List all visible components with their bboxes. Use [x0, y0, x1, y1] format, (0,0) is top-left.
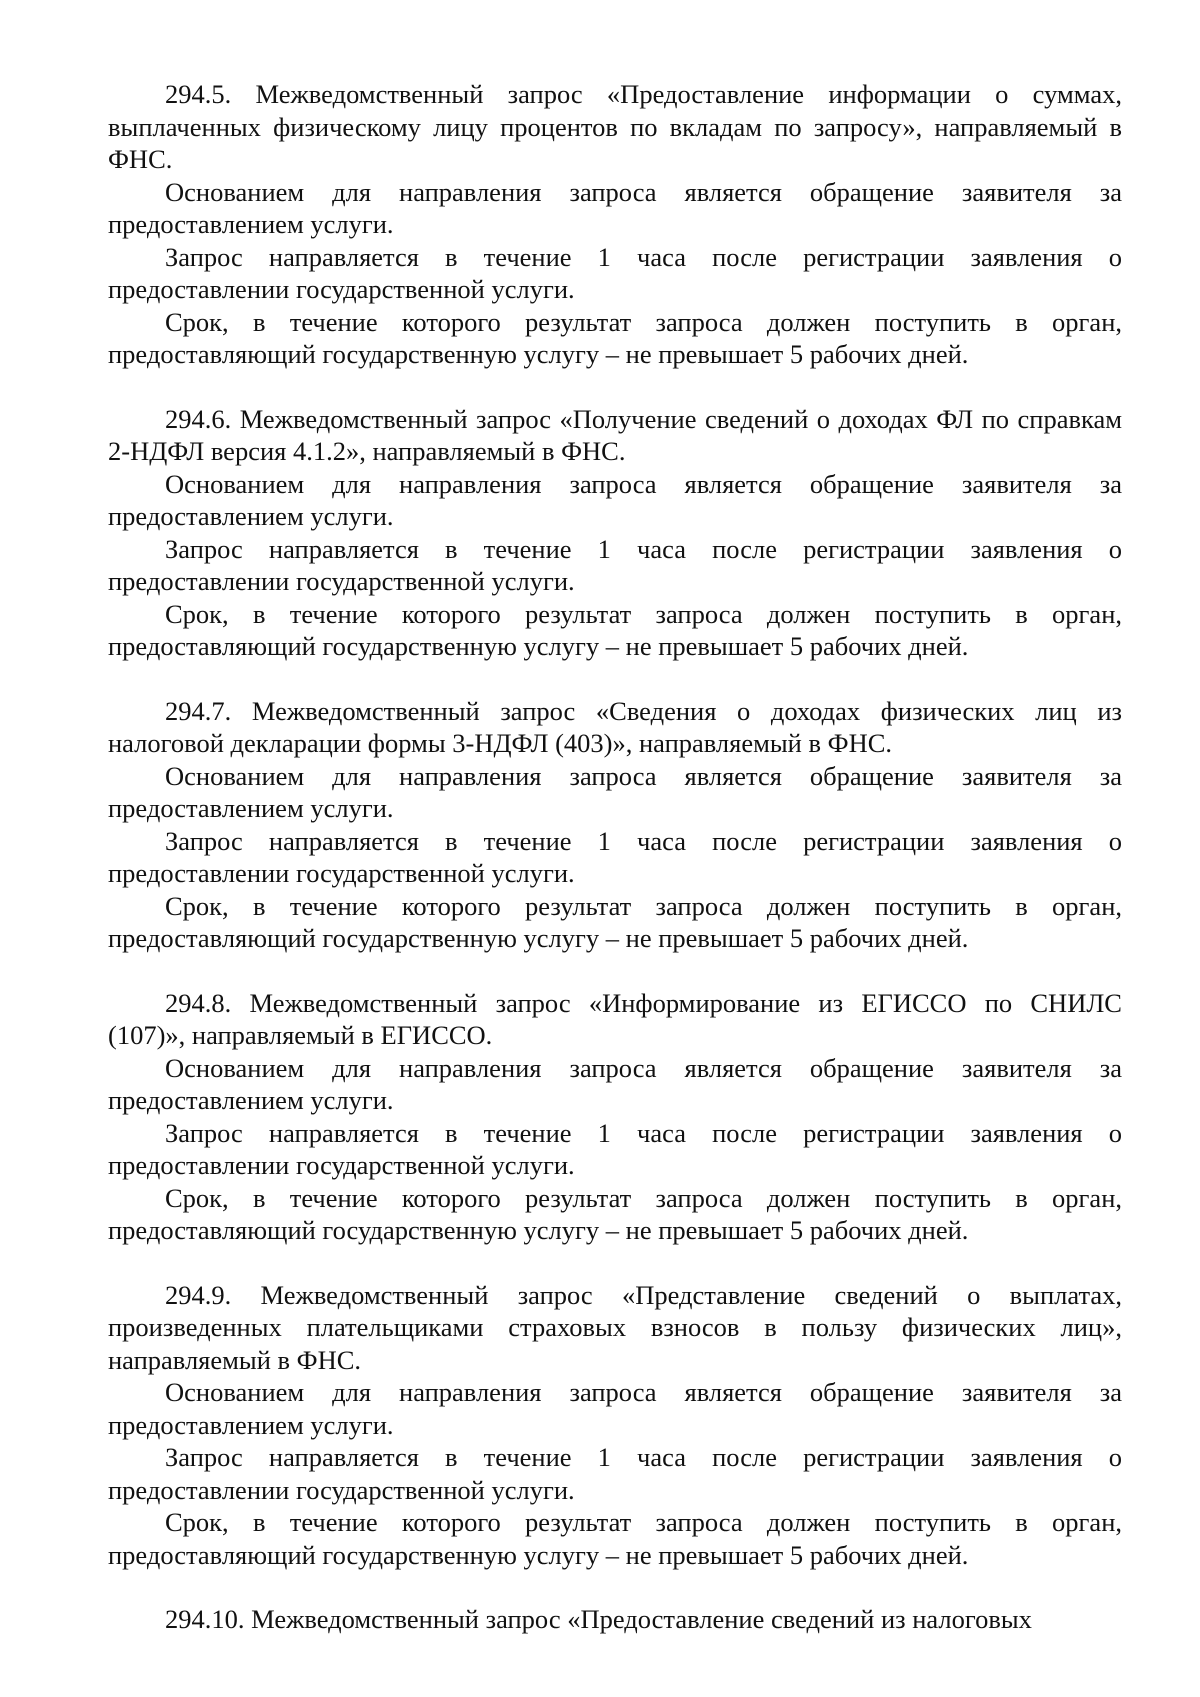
section-heading: 294.8. Межведомственный запрос «Информирование из ЕГИССО по СНИЛС (107)», направляемый в ЕГИССО. — [108, 987, 1122, 1050]
section-timing: Запрос направляется в течение 1 часа после регистрации заявления о предоставлении государственной услуги. — [108, 825, 1122, 888]
section-deadline: Срок, в течение которого результат запроса должен поступить в орган, предоставляющий государственную услугу – не превышает 5 рабочих дней. — [108, 1182, 1122, 1245]
section-basis: Основанием для направления запроса является обращение заявителя за предоставлением услуги. — [108, 1377, 1122, 1440]
section-timing: Запрос направляется в течение 1 часа после регистрации заявления о предоставлении государственной услуги. — [108, 241, 1122, 304]
section-heading: 294.7. Межведомственный запрос «Сведения о доходах физических лиц из налоговой декларации формы 3-НДФЛ (403)», направляемый в ФНС. — [108, 695, 1122, 758]
section-294-9 — [108, 1279, 1122, 1572]
section-timing: Запрос направляется в течение 1 часа после регистрации заявления о предоставлении государственной услуги. — [108, 1117, 1122, 1180]
section-294-8 — [108, 987, 1122, 1247]
section-deadline: Срок, в течение которого результат запроса должен поступить в орган, предоставляющий государственную услугу – не превышает 5 рабочих дней. — [108, 1507, 1122, 1570]
section-heading: 294.10. Межведомственный запрос «Предоставление сведений из налоговых — [165, 1604, 1032, 1634]
section-heading: 294.6. Межведомственный запрос «Получение сведений о доходах ФЛ по справкам 2-НДФЛ версия 4.1.2», направляемый в ФНС. — [108, 403, 1122, 466]
section-basis: Основанием для направления запроса является обращение заявителя за предоставлением услуги. — [108, 176, 1122, 239]
section-294-5 — [108, 78, 1122, 371]
section-294-7 — [108, 695, 1122, 955]
section-294-10 — [108, 1603, 1122, 1636]
section-basis: Основанием для направления запроса является обращение заявителя за предоставлением услуги. — [108, 468, 1122, 531]
section-deadline: Срок, в течение которого результат запроса должен поступить в орган, предоставляющий государственную услугу – не превышает 5 рабочих дней. — [108, 306, 1122, 369]
section-basis: Основанием для направления запроса является обращение заявителя за предоставлением услуги. — [108, 1052, 1122, 1115]
section-timing: Запрос направляется в течение 1 часа после регистрации заявления о предоставлении государственной услуги. — [108, 533, 1122, 596]
section-heading: 294.9. Межведомственный запрос «Представление сведений о выплатах, произведенных плательщиками страховых взносов в пользу физических лиц», направляемый в ФНС. — [108, 1279, 1122, 1375]
section-timing: Запрос направляется в течение 1 часа после регистрации заявления о предоставлении государственной услуги. — [108, 1442, 1122, 1505]
section-basis: Основанием для направления запроса является обращение заявителя за предоставлением услуги. — [108, 760, 1122, 823]
section-deadline: Срок, в течение которого результат запроса должен поступить в орган, предоставляющий государственную услугу – не превышает 5 рабочих дней. — [108, 890, 1122, 953]
section-deadline: Срок, в течение которого результат запроса должен поступить в орган, предоставляющий государственную услугу – не превышает 5 рабочих дней. — [108, 598, 1122, 661]
section-294-6 — [108, 403, 1122, 663]
section-heading: 294.5. Межведомственный запрос «Предоставление информации о суммах, выплаченных физическому лицу процентов по вкладам по запросу», направляемый в ФНС. — [108, 79, 1122, 174]
